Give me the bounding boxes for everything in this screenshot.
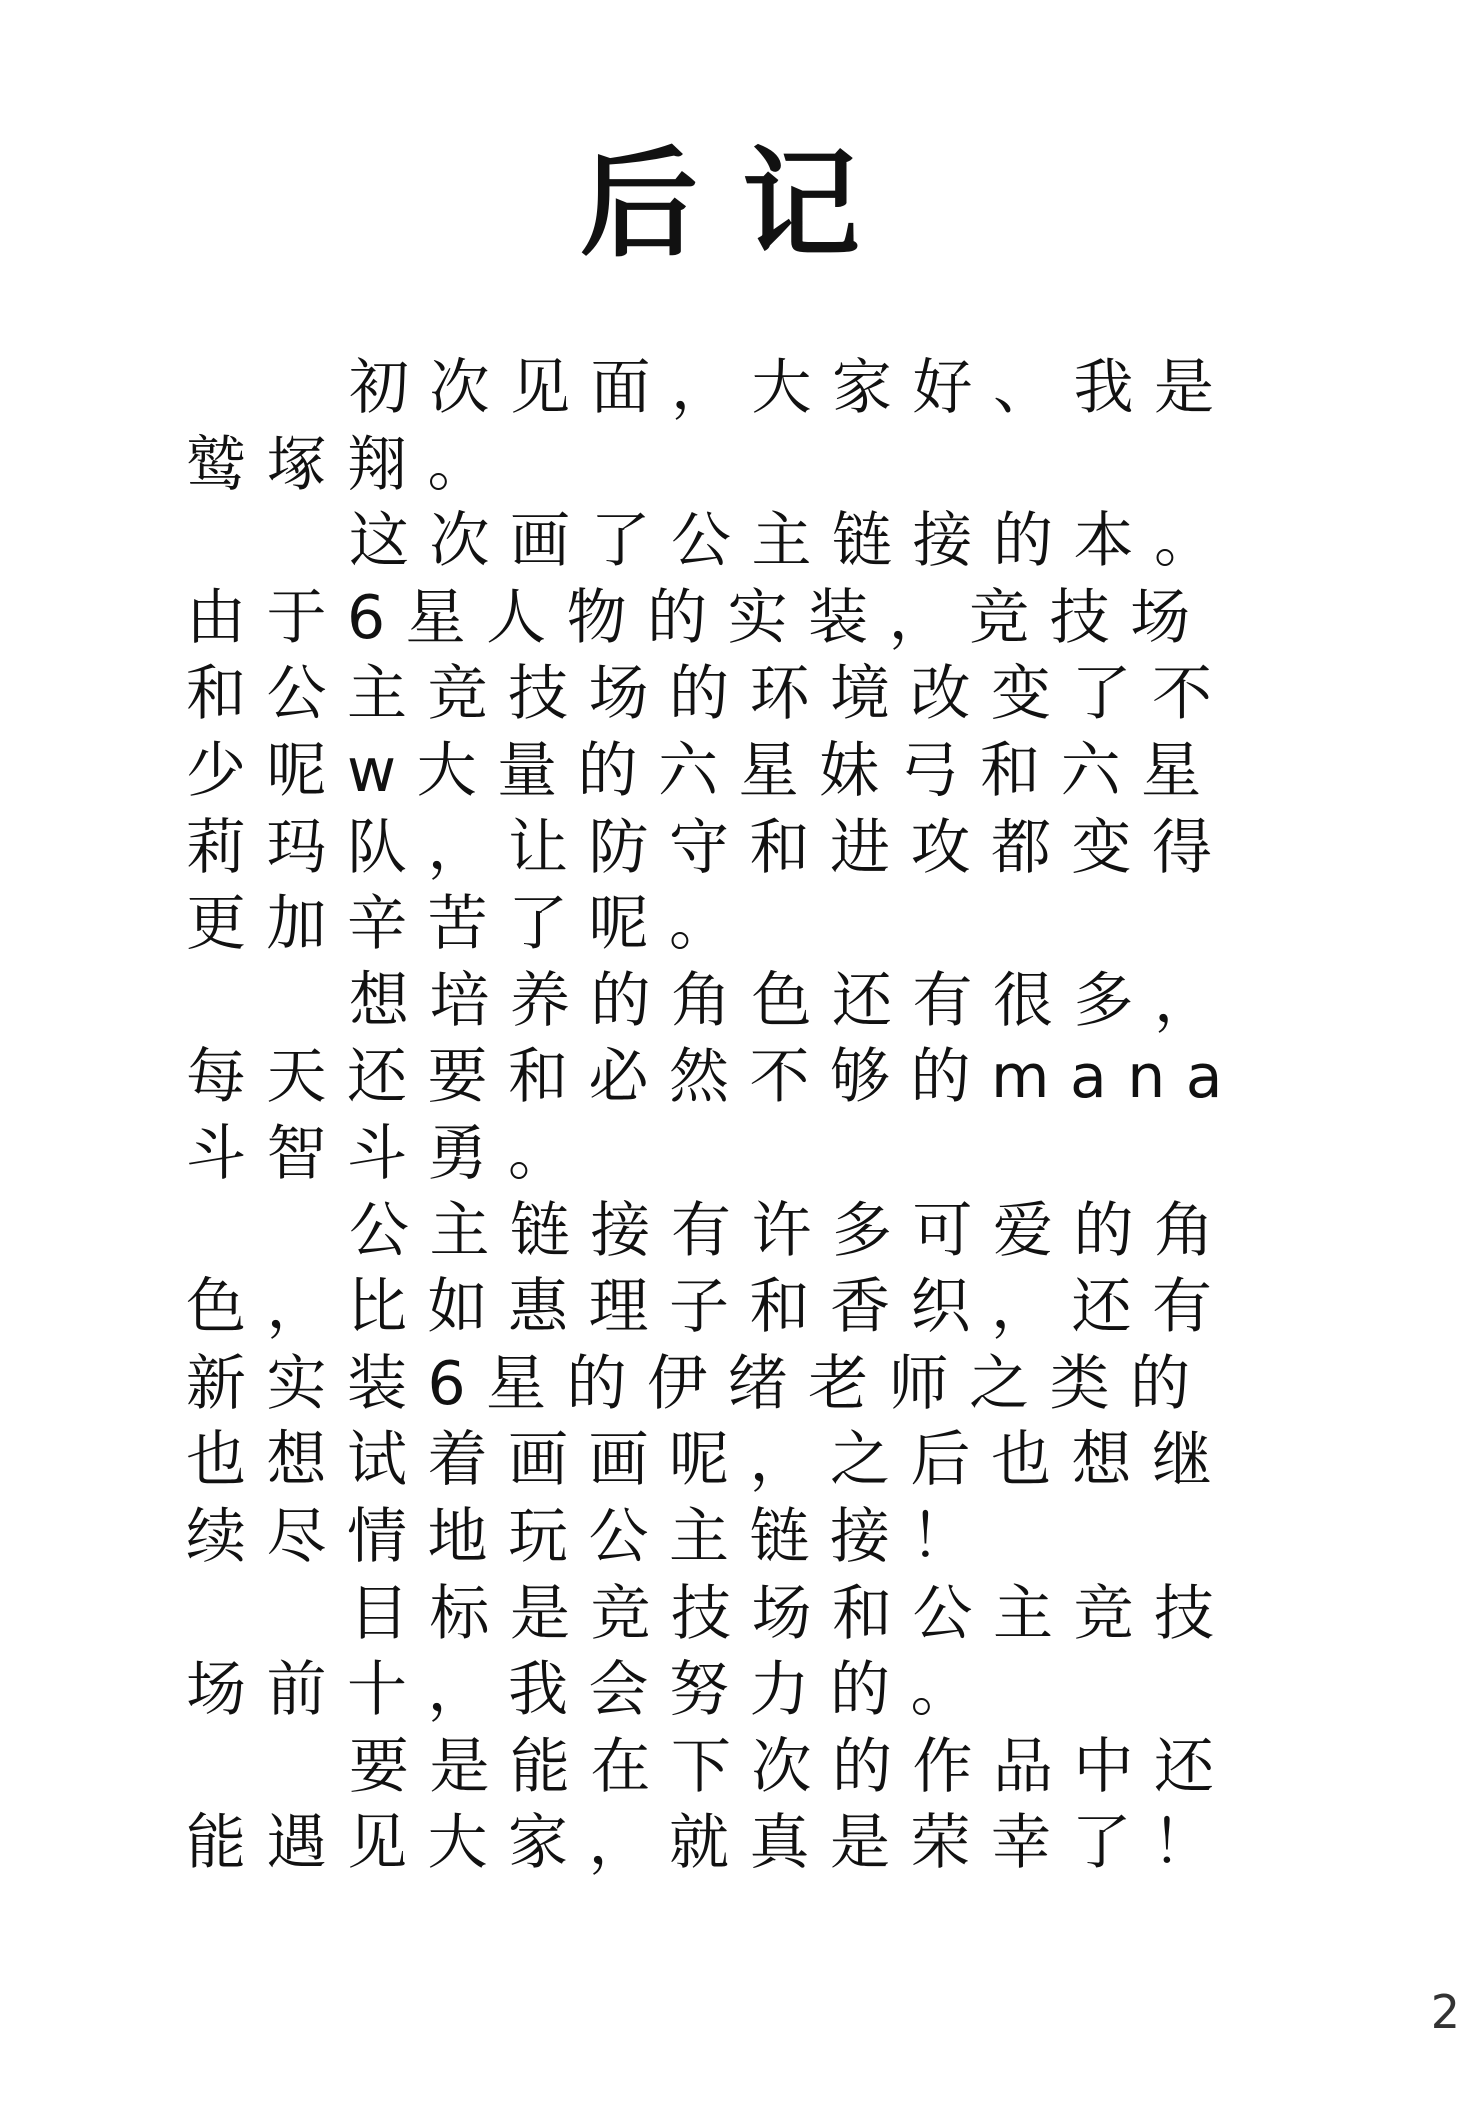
text-line: 初次见面，大家好、我是 [349, 353, 1235, 423]
text-line: 续尽情地玩公主链接！ [186, 1501, 991, 1572]
page-number: 2 [1430, 1985, 1460, 2039]
text-line: 和公主竞技场的环境改变了不 [186, 659, 1233, 730]
text-line: 想培养的角色还有很多， [349, 965, 1235, 1036]
text-line: 更加辛苦了呢。 [186, 889, 750, 960]
text-line: 莉玛队，让防守和进攻都变得 [186, 812, 1233, 883]
text-line: 场前十，我会努力的。 [186, 1655, 991, 1726]
text-line: 这次画了公主链接的本。 [349, 506, 1235, 577]
text-line: 能遇见大家，就真是荣幸了！ [186, 1808, 1233, 1879]
text-line: 新实装6星的伊绪老师之类的 [186, 1348, 1211, 1419]
text-line: 鹫塚翔。 [186, 429, 508, 500]
page-title: 后记 [579, 135, 904, 273]
afterword-body [186, 350, 1244, 1882]
text-line: 也想试着画画呢，之后也想继 [186, 1425, 1233, 1496]
text-line: 公主链接有许多可爱的角 [349, 1195, 1235, 1266]
text-line: 每天还要和必然不够的mana [186, 1042, 1244, 1113]
text-line: 斗智斗勇。 [186, 1118, 589, 1189]
text-line: 由于6星人物的实装，竞技场 [186, 582, 1211, 653]
text-line: 少呢w大量的六星妹弓和六星 [186, 735, 1222, 806]
text-line: 要是能在下次的作品中还 [349, 1731, 1235, 1802]
text-line: 目标是竞技场和公主竞技 [349, 1578, 1235, 1649]
text-line: 色，比如惠理子和香织，还有 [186, 1272, 1233, 1343]
